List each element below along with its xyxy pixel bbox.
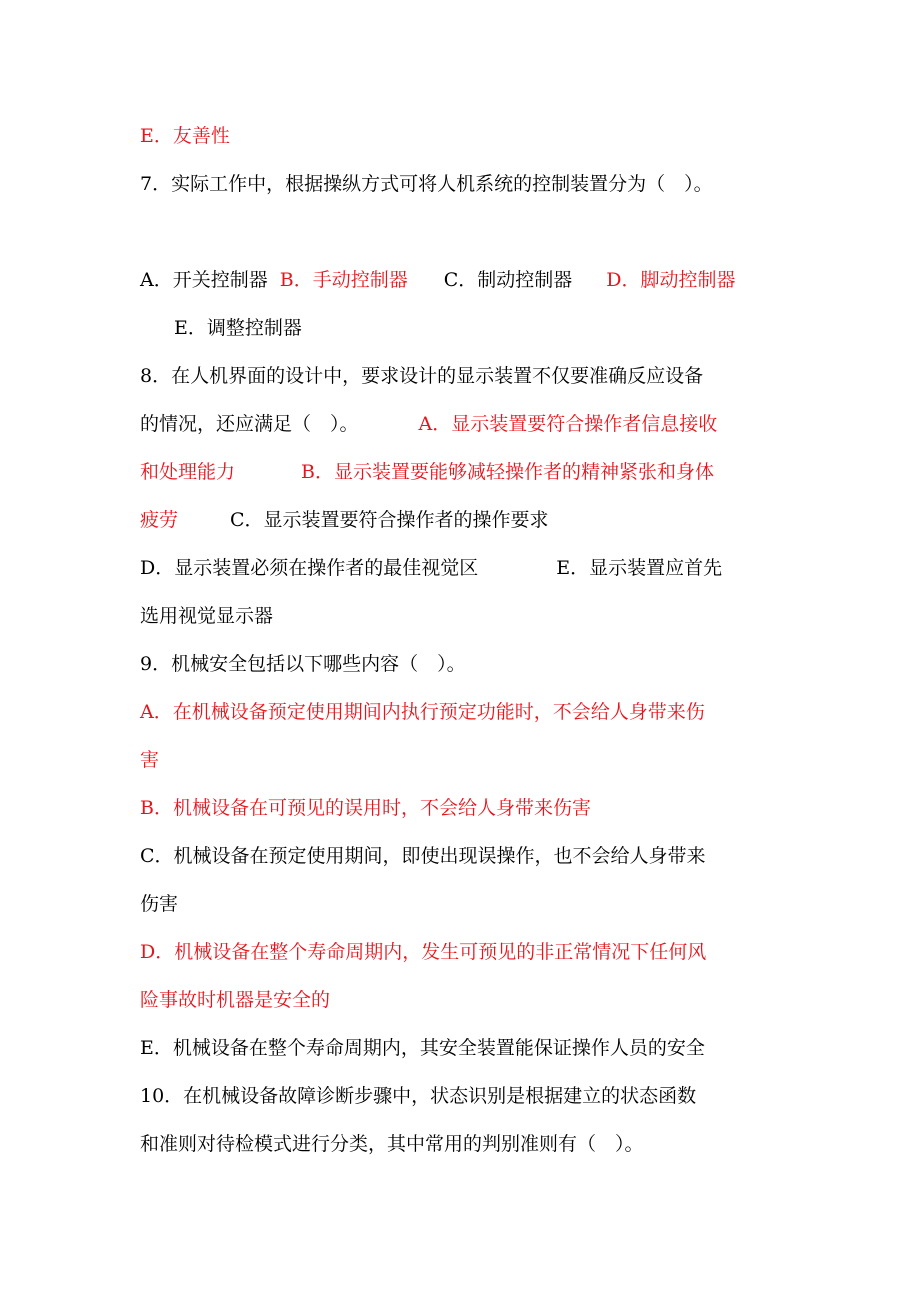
q7-option-c: C．制动控制器 (443, 269, 573, 291)
q8-line2 (140, 412, 717, 436)
q8-option-a-cont: 和处理能力 (140, 461, 236, 483)
q8-option-c: C．显示装置要符合操作者的操作要求 (230, 509, 549, 531)
q8-option-e-cont: 选用视觉显示器 (140, 605, 274, 627)
q10-stem-line2: 和准则对待检模式进行分类，其中常用的判别准则有（ ）。 (140, 1133, 644, 1155)
q8-option-b-cont: 疲劳 (140, 509, 179, 531)
q8-option-e: E．显示装置应首先 (556, 557, 723, 579)
q8-option-b: B．显示装置要能够减轻操作者的精神紧张和身体 (301, 461, 714, 483)
q6-option-e: E．友善性 (140, 125, 230, 147)
q9-option-c-cont: 伤害 (140, 893, 179, 915)
q7-option-d: D．脚动控制器 (606, 269, 736, 291)
q9-option-d-cont: 险事故时机器是安全的 (140, 989, 331, 1011)
q7-option-b: B．手动控制器 (279, 269, 408, 291)
q8-line4 (140, 508, 549, 532)
q9-option-b: B．机械设备在可预见的误用时，不会给人身带来伤害 (140, 797, 591, 819)
q10-stem-line1: 10．在机械设备故障诊断步骤中，状态识别是根据建立的状态函数 (140, 1085, 697, 1107)
q8-line3 (140, 460, 714, 484)
q8-stem-line2: 的情况，还应满足（ ）。 (140, 413, 359, 435)
q9-option-d: D．机械设备在整个寿命周期内，发生可预见的非正常情况下任何风 (140, 941, 707, 963)
q7-option-a: A．开关控制器 (140, 269, 268, 291)
q7-stem: 7．实际工作中，根据操纵方式可将人机系统的控制装置分为（ ）。 (140, 173, 713, 195)
q7-option-e: E．调整控制器 (174, 317, 302, 339)
q8-option-d: D．显示装置必须在操作者的最佳视觉区 (140, 557, 479, 579)
q7-options-row (140, 268, 735, 292)
q9-option-a-cont: 害 (140, 749, 160, 771)
q8-line5 (140, 556, 722, 580)
q8-option-a: A．显示装置要符合操作者信息接收 (418, 413, 718, 435)
q9-stem: 9．机械安全包括以下哪些内容（ ）。 (140, 653, 466, 675)
q9-option-e: E．机械设备在整个寿命周期内，其安全装置能保证操作人员的安全 (140, 1037, 705, 1059)
q9-option-c: C．机械设备在预定使用期间，即使出现误操作，也不会给人身带来 (140, 845, 706, 867)
q9-option-a: A．在机械设备预定使用期间内执行预定功能时，不会给人身带来伤 (140, 701, 705, 723)
q8-stem-line1: 8．在人机界面的设计中，要求设计的显示装置不仅要准确反应设备 (140, 365, 704, 387)
